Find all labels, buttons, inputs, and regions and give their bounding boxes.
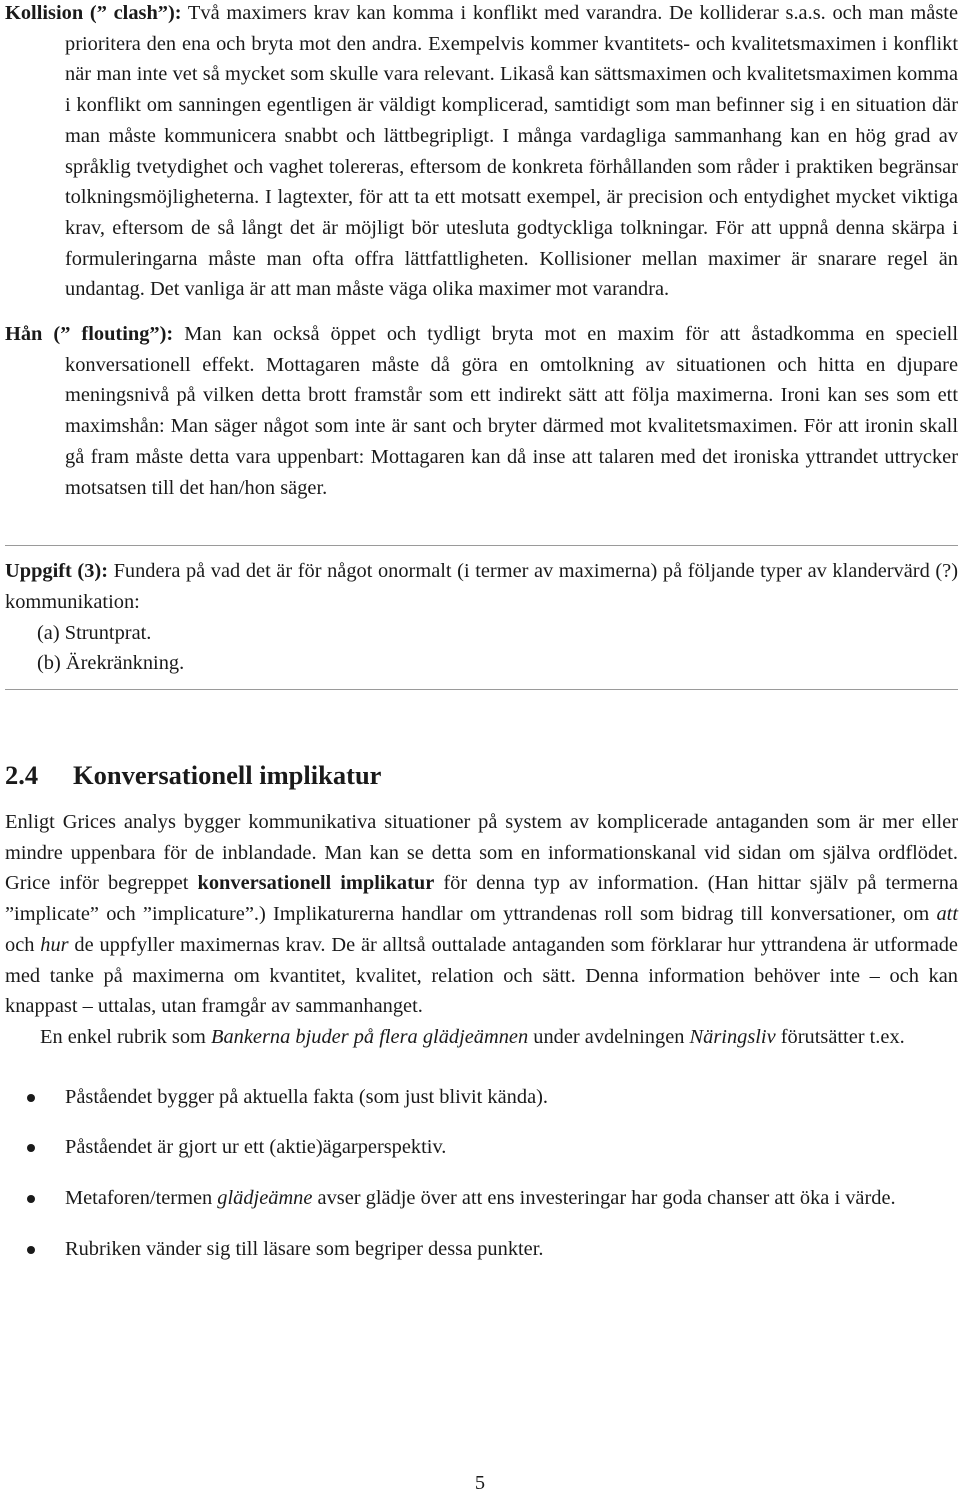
- task-box: [5, 556, 958, 679]
- bullet-icon: [27, 1195, 35, 1203]
- page-number: 5: [474, 1472, 486, 1494]
- task-text: [5, 556, 958, 617]
- definition-clash: [5, 0, 958, 305]
- paragraph-text: En enkel rubrik som: [40, 1025, 212, 1048]
- list-item-text: Rubriken vänder sig till läsare som begriper dessa punkter.: [65, 1237, 544, 1260]
- paragraph-text: de uppfyller maximernas krav. De är alltså outtalade antaganden som förklarar hur yttrandena är utformade med tanke på maximerna om kvantitet, kvalitet, relation och sätt. Denna information behöver inte – och kan knappast – uttalas, utan framgår av sammanhanget.: [5, 933, 958, 1018]
- italic-word: att: [936, 903, 958, 926]
- paragraph-example: [5, 1022, 958, 1053]
- definition-flouting: [5, 319, 958, 503]
- section-heading: [5, 758, 958, 792]
- definition-clash-text: Två maximers krav kan komma i konflikt med varandra. De kolliderar s.a.s. och man måste prioritera den ena och bryta mot den andra. Exempelvis kommer kvantitets- och kvalitetsmaximen i konflikt när man inte vet så mycket som skulle vara relevant. Likaså kan sättsmaximen och kvalitetsmaximen komma i konflikt om sanningen egentligen är väldigt komplicerad, samtidigt som man befinner sig i en situation där man måste kommunicera snabbt och lättbegripligt. I många vardagliga sammanhang kan en hög grad av språklig tvetydighet och vaghet tolereras, eftersom de konkreta förhållanden som råder i praktiken begränsar tolkningsmöjligheterna. I lagtexter, för att ta ett motsatt exempel, är precision och entydighet mycket viktiga krav, eftersom de så långt det är möjligt bör utesluta godtyckliga tolkningar. För att uppnå denna skärpa i formuleringarna måste man ofta offra lättfattligheten. Kollisioner mellan maximer är snarare regel än undantag. Det vanliga är att man måste väga olika maximer mot varandra.: [65, 2, 958, 301]
- italic-section: Näringsliv: [689, 1025, 776, 1048]
- paragraph-text: förutsätter t.ex.: [775, 1025, 905, 1048]
- task-bottom-rule: [5, 689, 958, 690]
- list-item-text: avser glädje över att ens investeringar har goda chanser att öka i värde.: [312, 1187, 896, 1210]
- paragraph-implicature: [5, 807, 958, 1022]
- term-clash: Kollision (” clash”):: [5, 2, 182, 24]
- term-flouting: Hån (” flouting”):: [5, 323, 174, 346]
- paragraph-text: under avdelningen: [528, 1025, 690, 1048]
- bullet-icon: [27, 1144, 35, 1152]
- definition-flouting-text: Man kan också öppet och tydligt bryta mot en maxim för att åstadkomma en speciell konversationell effekt. Mottagaren måste då göra en omtolkning av situationen och hitta en djupare meningsnivå på vilken detta brott framstår som ett indirekt sätt att följa maximerna. Ironi kan ses som ett maximshån: Man säger något som inte är sant och bryter därmed mot kvalitetsmaximen. För att ironin skall gå fram måste detta vara uppenbart: Mottagaren kan då inse att talaren med det ironiska yttrandet uttrycker motsatsen till det han/hon säger.: [65, 323, 958, 499]
- list-item: [5, 1132, 958, 1163]
- section-number: 2.4: [5, 760, 39, 791]
- task-item-b: (b) Ärekränkning.: [37, 652, 185, 675]
- bullet-icon: [27, 1094, 35, 1102]
- italic-word: hur: [40, 933, 69, 956]
- task-item-a: (a) Struntprat.: [37, 621, 152, 644]
- list-item: [5, 1183, 958, 1214]
- assumption-list: [5, 1082, 958, 1265]
- list-item: [5, 1234, 958, 1265]
- bold-term: konversationell implikatur: [197, 872, 435, 895]
- paragraph-text: och: [5, 933, 41, 956]
- list-item-text: Påståendet bygger på aktuella fakta (som just blivit kända).: [65, 1085, 549, 1108]
- task-body: Fundera på vad det är för något onormalt (i termer av maximerna) på följande typer av klandervärd (?) kommunikation:: [5, 560, 958, 613]
- list-item-text: Påståendet är gjort ur ett (aktie)ägarperspektiv.: [65, 1136, 447, 1159]
- paragraph-text: för denna typ av information. (Han hittar själv på termerna ”implicate” och ”implicature”.) Implikaturerna handlar om yttrandenas roll som bidrag till konversationer, om: [5, 872, 959, 926]
- bullet-icon: [27, 1246, 35, 1254]
- list-item-text: Metaforen/termen: [65, 1187, 218, 1210]
- paragraph-text: Enligt Grices analys bygger kommunikativa situationer på system av komplicerade antaganden som är mer eller mindre uppenbara för de inblandade. Man kan se detta som en informationskanal vid sidan om själva ordflödet. Grice inför begreppet: [5, 811, 958, 895]
- italic-headline: Bankerna bjuder på flera glädjeämnen: [211, 1025, 529, 1048]
- task-top-rule: [5, 545, 958, 546]
- italic-word: glädjeämne: [217, 1187, 313, 1210]
- document-page: [5, 0, 958, 1265]
- section-title: Konversationell implikatur: [73, 760, 382, 791]
- list-item: [5, 1082, 958, 1113]
- task-label: Uppgift (3):: [5, 560, 108, 583]
